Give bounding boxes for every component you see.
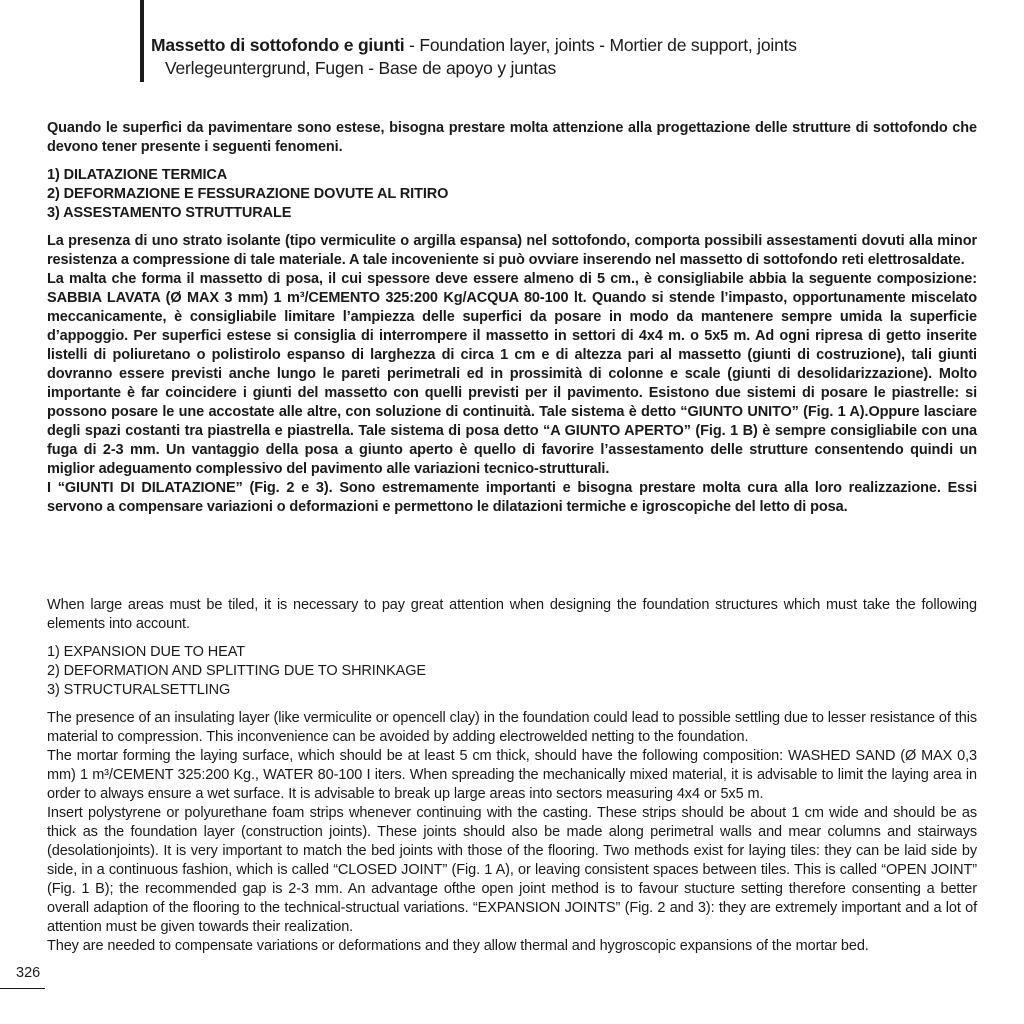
english-list-item-1: 1) EXPANSION DUE TO HEAT <box>47 644 245 660</box>
header-title-rest: - Foundation layer, joints - Mortier de support, joints <box>404 35 797 55</box>
italian-list-item-2: 2) DEFORMAZIONE E FESSURAZIONE DOVUTE AL RITIRO <box>47 186 449 202</box>
english-paragraph-1: The presence of an insulating layer (like vermiculite or opencell clay) in the foundation could lead to possible settling due to lesser resistance of this material to compression. This inconvenience can be avoided by adding electrowelded netting to the foundation. <box>47 710 977 745</box>
header-title-bold: Massetto di sottofondo e giunti <box>151 35 405 55</box>
section-header <box>151 34 1011 80</box>
english-paragraph-4: They are needed to compensate variations or deformations and they allow thermal and hygroscopic expansions of the mortar bed. <box>47 938 869 954</box>
header-line-2: Verlegeuntergrund, Fugen - Base de apoyo y juntas <box>165 58 557 78</box>
english-paragraph-2: The mortar forming the laying surface, which should be at least 5 cm thick, should have the following composition: WASHED SAND (Ø MAX 0,3 mm) 1 m³/CEMENT 325:200 Kg., WATER 80-100 I iters. When spreading the mechanically mixed material, it is advisable to limit the laying area in order to always ensure a wet surface. It is advisable to break up large areas into sectors measuring 4x4 or 5x5 m. <box>47 748 977 802</box>
italian-section <box>47 119 977 517</box>
page-number-rule <box>0 988 45 989</box>
italian-paragraph-1: La presenza di uno strato isolante (tipo vermiculite o argilla espansa) nel sottofondo, comporta possibili assestamenti dovuti alla minor resistenza a compressione di tale materiale. A tale incoveniente si può ovviare inserendo nel massetto di sottofondo reti elettrosaldate. <box>47 233 977 268</box>
page-number: 326 <box>16 965 41 981</box>
italian-list-item-1: 1) DILATAZIONE TERMICA <box>47 167 228 183</box>
english-paragraph-3: Insert polystyrene or polyurethane foam strips whenever continuing with the casting. These strips should be about 1 cm wide and should be as thick as the foundation layer (construction joints). These joints should also be made along perimetral walls and mear columns and stairways (desolationjoints). It is very important to match the bed joints with those of the flooring. Two methods exist for laying tiles: they can be laid side by side, in a continuous fashion, which is called “CLOSED JOINT” (Fig. 1 A), or leaving consistent spaces between tiles. This is called “OPEN JOINT” (Fig. 1 B); the recommended gap is 2-3 mm. An advantage ofthe open joint method is to favour stucture setting therefore consenting a better overall adaption of the flooring to the technical-structual variations. “EXPANSION JOINTS” (Fig. 2 and 3): they are extremely important and a lot of attention must be given towards their realization. <box>47 805 977 935</box>
english-intro: When large areas must be tiled, it is necessary to pay great attention when designing the foundation structures which must take the following elements into account. <box>47 597 977 632</box>
italian-intro: Quando le superfìci da pavimentare sono estese, bisogna prestare molta attenzione alla progettazione delle strutture di sottofondo che devono tener presente i seguenti fenomeni. <box>47 120 977 155</box>
header-vertical-rule <box>140 0 144 82</box>
italian-paragraph-2: La malta che forma il massetto di posa, il cui spessore deve essere almeno di 5 cm., è consigliabile abbia la seguente composizione: SABBIA LAVATA (Ø MAX 3 mm) 1 m³/CEMENTO 325:200 Kg/ACQUA 80-100 lt. Quando si stende l’impasto, opportunamente miscelato meccanicamente, è consigliabile limitare l’ampiezza delle superfici da posare in modo da mantenere sempre umida la superficie d’appoggio. Per superfici estese si consiglia di interrompere il massetto in settori di 4x4 m. o 5x5 m. Ad ogni ripresa di getto inserite listelli di poliuretano o polistirolo espanso di larghezza di circa 1 cm e di altezza pari al massetto (giunti di costruzione), tali giunti dovranno essere previsti anche lungo le pareti perimetrali ed in prossimità di colonne e scale (giunti di desolidarizzazione). Molto importante è far coincidere i giunti del massetto con quelli previsti per il pavimento. Esistono due sistemi di posare le piastrelle: si possono posare le une accostate alle altre, con soluzione di continuità. Tale sistema è detto “GIUNTO UNITO” (Fig. 1 A).Oppure lasciare degli spazi costanti tra piastrella e piastrella. Tale sistema di posa detto “A GIUNTO APERTO” (Fig. 1 B) è sempre consigliabile con una fuga di 2-3 mm. Un vantaggio della posa a giunto aperto è quello di favorire l’assestamento delle strutture consentendo quindi un miglior adeguamento complessivo del pavimento alle variazioni tecnico-strutturali. <box>47 271 977 477</box>
italian-list-item-3: 3) ASSESTAMENTO STRUTTURALE <box>47 205 292 221</box>
header-line-1 <box>151 34 1011 57</box>
english-section <box>47 596 977 956</box>
english-list-item-2: 2) DEFORMATION AND SPLITTING DUE TO SHRINKAGE <box>47 663 426 679</box>
italian-paragraph-3: I “GIUNTI DI DILATAZIONE” (Fig. 2 e 3). Sono estremamente importanti e bisogna prestare molta cura alla loro realizzazione. Essi servono a compensare variazioni o deformazioni e permettono le dilatazioni termiche e igroscopiche del letto di posa. <box>47 480 977 515</box>
english-list-item-3: 3) STRUCTURALSETTLING <box>47 682 231 698</box>
